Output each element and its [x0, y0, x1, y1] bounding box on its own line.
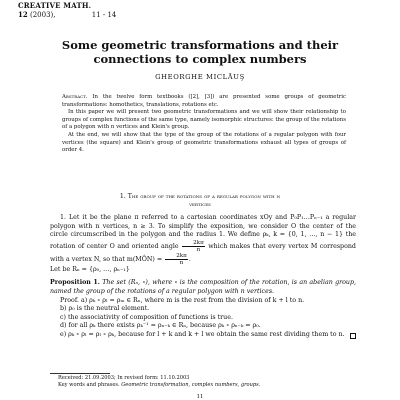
- fraction-angle-denominator: n: [196, 246, 201, 253]
- keywords-label: Key words and phrases.: [58, 382, 120, 388]
- section-heading: [40, 193, 360, 209]
- author-name: GHEORGHE MICLĂUŞ: [155, 73, 245, 81]
- fraction-measure-denominator: n: [179, 259, 184, 266]
- paragraph-1-f: Let be Rₙ = {ρ₀, …, ρₙ₋₁}: [50, 265, 130, 273]
- proof-line-a: Proof. a) ρₖ ∘ ρₗ = ρₘ ∈ Rₙ, where m is the rest from the division of k + l to n.: [60, 296, 305, 304]
- paper-title: Some geometric transformations and their connections to complex numbers: [61, 38, 339, 66]
- keywords-text: Geometric transformation, complex numbers, groups.: [121, 382, 261, 388]
- proposition-1: [50, 279, 356, 296]
- abstract-paragraph-3: At the end, we will show that the type of the group of the rotations of a regular polygon with four vertices (the square) and Klein's group of geometric transformations exhaust all types of groups of order 4.: [62, 131, 346, 154]
- paragraph-1-b: and oriented angle: [117, 242, 179, 250]
- abstract-label: Abstract.: [62, 94, 88, 100]
- journal-volume: 12: [18, 9, 28, 19]
- section-title-line-2: vertices: [189, 201, 211, 208]
- fraction-measure-numerator: 2kπ: [165, 253, 188, 260]
- paragraph-1-a: 1. Let it be the plane π referred to a cartesian coordinates xOy and P₀P₁…Pₙ₋₁ a regular polygon with n vertices, n ≥ 3. To simplify the exposition, we consider O the center of the circle circumscribed in the polygon and the radius 1. We define ρₖ, k = {0, 1, …, n − 1} the rotation of center O: [50, 214, 356, 250]
- paragraph-1: [50, 214, 356, 266]
- footnote-received: Received: 21.09.2003; In revised form: 11.10.2003: [58, 375, 190, 381]
- fraction-angle-numerator: 2kπ: [182, 240, 205, 247]
- body-text: [50, 214, 356, 340]
- abstract: [62, 94, 346, 155]
- qed-square-icon: [350, 333, 356, 339]
- journal-name: CREATIVE MATH.: [18, 1, 92, 10]
- paragraph-1-d: a vertex N, so that m(MÔN) =: [66, 255, 163, 263]
- footnote-divider: [50, 373, 110, 374]
- footnote-keywords: [58, 382, 358, 389]
- proof-line-d: d) for all ρₖ there exists ρₖ⁻¹ = ρₙ₋ₖ ∈ Rₙ, because ρₖ ∘ ρₙ₋ₖ = ρ₀.: [60, 322, 261, 330]
- paragraph-1-c: which makes that every vertex M correspond with: [50, 242, 356, 263]
- fraction-measure: [165, 253, 188, 266]
- abstract-paragraph-1: [62, 94, 346, 109]
- proof-line-e-text: e) ρₖ ∘ ρₗ = ρₗ ∘ ρₖ, because for l + k and k + l we obtain the same rest dividing them to n.: [60, 330, 345, 338]
- paragraph-1-e: .: [188, 255, 191, 263]
- abstract-paragraph-2: In this paper we will present two geometric transformations and we will show their relationship to groups of complex functions of the same type, namely isomorphic structures: the group of the rotations of a polygon with n vertices and Klein's group.: [62, 109, 346, 131]
- journal-pages: 11 - 14: [91, 10, 117, 19]
- footnote: [58, 375, 358, 389]
- journal-year: (2003),: [29, 10, 56, 19]
- page-number: 11: [196, 394, 204, 400]
- proposition-label: Proposition 1.: [50, 279, 100, 287]
- proof-line-e: [50, 331, 356, 340]
- fraction-angle: [182, 240, 205, 253]
- proposition-text: The set (Rₙ, ∘), where ∘ is the composition of the rotation, is an abelian group, named the group of the rotations of a regular polygon with n vertices.: [50, 279, 356, 295]
- journal-header: [18, 2, 116, 19]
- section-title-line-1: The group of the rotations of a regular polygon with n: [127, 193, 281, 200]
- proof-line-c: c) the associativity of composition of functions is true.: [60, 313, 233, 321]
- section-number: 1.: [119, 193, 126, 200]
- proof-line-b: b) ρ₀ is the neutral element.: [60, 305, 150, 313]
- abstract-text-1: In the twelve form textbooks ([2], [3]) are presented some groups of geometric transformations: homothetics, translations, rotations etc.: [62, 94, 346, 108]
